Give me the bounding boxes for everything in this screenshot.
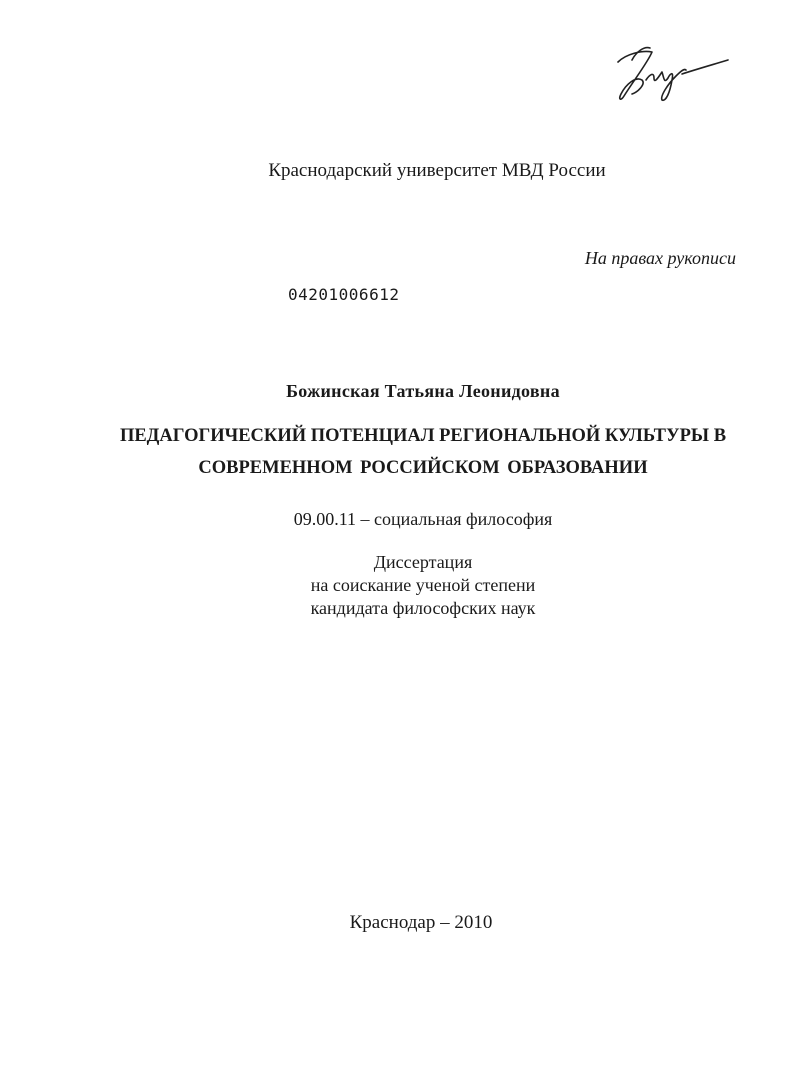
dissertation-label: Диссертация (373, 552, 473, 572)
university-name: Краснодарский университет МВД России (268, 160, 606, 181)
dissertation-title-line-1: ПЕДАГОГИЧЕСКИЙ ПОТЕНЦИАЛ РЕГИОНАЛЬНОЙ КУЛЬТУРЫ В (119, 426, 727, 446)
dissertation-title-line-2: СОВРЕМЕННОМ РОССИЙСКОМ ОБРАЗОВАНИИ (198, 458, 648, 478)
degree-name: кандидата философских наук (310, 598, 536, 618)
degree-purpose: на соискание ученой степени (310, 575, 536, 595)
city-year: Краснодар – 2010 (349, 912, 493, 933)
registration-code: 04201006612 (288, 285, 400, 304)
handwritten-signature-icon (612, 40, 736, 106)
manuscript-rights-note: На правах рукописи (584, 248, 736, 268)
specialty-code: 09.00.11 – социальная философия (293, 509, 553, 529)
author-name: Божинская Татьяна Леонидовна (286, 381, 560, 401)
